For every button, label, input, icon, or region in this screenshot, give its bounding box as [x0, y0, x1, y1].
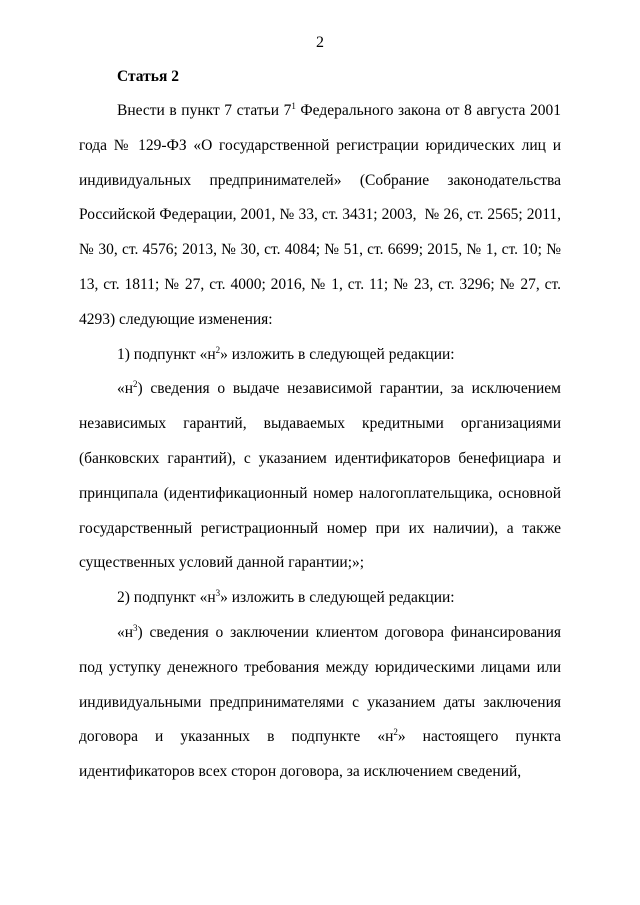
item1-tail: » изложить в следующей редакции:: [220, 345, 455, 363]
item1-text-superscript: 2: [133, 379, 138, 390]
item2-text-paragraph: [79, 616, 561, 790]
item1-text-tail: ) сведения о выдаче независимой гарантии, за исключением независимых гарантий, выдаваемых кредитными организациями (банковских гарантий), с указанием идентификаторов бенефициара и принципала (идентификационный номер налогоплательщика, основной государственный регистрационный номер при их наличии), а также существенных условий данной гарантии;»;: [79, 380, 561, 572]
article-heading: Статья 2: [117, 68, 179, 85]
item2-text-middle: ) сведения о заключении клиентом договора финансирования под уступку денежного требования между юридическими лицами или индивидуальными предпринимателями с указанием даты заключения договора и указанных в подпункте «н: [79, 623, 561, 746]
intro-text-end: № 26, ст. 2565; 2011, № 30, ст. 4576; 2013, № 30, ст. 4084; № 51, ст. 6699; 2015, № 1, ст. 10; № 13, ст. 1811; № 27, ст. 4000; 2016, № 1, ст. 11; № 23, ст. 3296; № 27, ст. 4293) следующие изменения:: [79, 206, 562, 328]
item1-lead: 1) подпункт «н: [117, 345, 216, 363]
item2-text-lead: «н: [117, 623, 134, 641]
intro-text-start: Внести в пункт 7 статьи 7: [117, 102, 292, 119]
item2-text-tail: » настоящего пункта идентификаторов всех сторон договора, за исключением сведений,: [79, 728, 561, 781]
item1-paragraph: [79, 338, 561, 373]
item2-lead: 2) подпункт «н: [117, 589, 216, 607]
item2-paragraph: [79, 581, 561, 616]
item2-text-superscript-2: 2: [393, 727, 398, 738]
page-number: 2: [316, 34, 324, 51]
item1-text-paragraph: [79, 372, 561, 581]
intro-paragraph: [79, 94, 561, 338]
item2-tail: » изложить в следующей редакции:: [220, 589, 455, 607]
item1-text-lead: «н: [117, 380, 134, 398]
item1-superscript: 2: [215, 344, 221, 355]
document-body: [79, 94, 561, 790]
item2-superscript: 3: [215, 588, 221, 599]
item2-text-superscript: 3: [133, 622, 138, 633]
intro-superscript: 1: [291, 101, 296, 111]
intro-text-middle: Федерального закона от 8 августа 2001 года № 129-ФЗ «О государственной регистрации юридических лиц и индивидуальных предпринимателей» (Собрание законодательства Российской Федерации, 2001, № 33, ст. 3431; 2003,: [79, 102, 561, 224]
